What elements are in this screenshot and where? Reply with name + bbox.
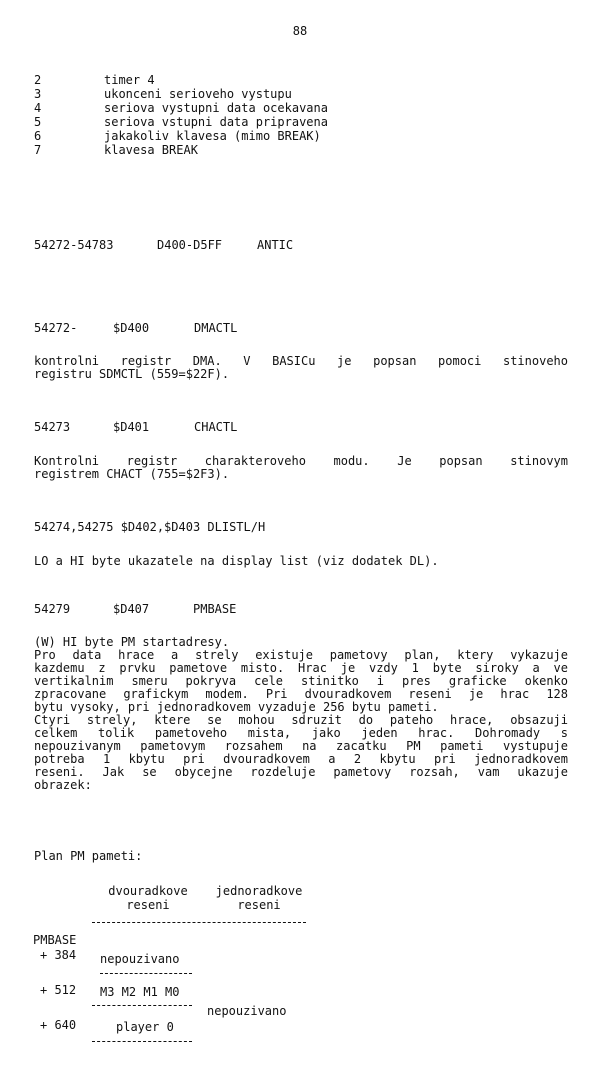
page-number: 88 (292, 24, 308, 38)
list-item-number: 3 (34, 87, 42, 101)
dlist-description: LO a HI byte ukazatele na display list (viz dodatek DL). (34, 554, 439, 568)
text-line: (W) HI byte PM startadresy. (34, 635, 230, 649)
text-line: zpracovane grafickym modem. Pri dvouradkovem reseni je hrac 128 (34, 687, 568, 701)
plan-header-rule (92, 922, 306, 923)
text-line: celkem tolik pametoveho mista, jako jeden hrac. Dohromady s (34, 726, 568, 740)
list-item-text: seriova vstupni data pripravena (104, 115, 328, 129)
text-line: kazdemu z prvku pametove misto. Hrac je vzdy 1 byte siroky a ve (34, 661, 568, 675)
antic-hex-range: D400-D5FF (157, 238, 223, 252)
text-line: registrem CHACT (755=$2F3). (34, 467, 230, 481)
dmactl-name: DMACTL (194, 321, 238, 335)
list-item-number: 5 (34, 115, 42, 129)
text-line: potreba 1 kbytu pri dvouradkovem a 2 kbytu pri jednoradkovem (34, 752, 568, 766)
plan-right-label: nepouzivano (207, 1004, 287, 1018)
chactl-dec: 54273 (34, 420, 71, 434)
plan-row-offset: + 384 (40, 948, 77, 962)
antic-dec-range: 54272-54783 (34, 238, 114, 252)
chactl-description (34, 455, 568, 481)
list-item-number: 6 (34, 129, 42, 143)
dmactl-hex: $D400 (113, 321, 150, 335)
dlist-heading: 54274,54275 $D402,$D403 DLISTL/H (34, 520, 266, 534)
text-line: Ctyri strely, ktere se mohou sdruzit do pateho hrace, obsazuji (34, 713, 568, 727)
plan-row-content: player 0 (116, 1020, 174, 1034)
text-line: obrazek: (34, 778, 92, 792)
plan-row-content: M3 M2 M1 M0 (100, 985, 180, 999)
pmbase-hex: $D407 (113, 602, 150, 616)
text-line: reseni. Jak se obycejne rozdeluje pametovy rozsah, vam ukazuje (34, 765, 568, 779)
chactl-name: CHACTL (194, 420, 238, 434)
plan-row-rule (92, 1005, 192, 1006)
antic-name: ANTIC (257, 238, 294, 252)
dmactl-description (34, 355, 568, 381)
text-line: vertikalnim smeru pokryva cele stinitko i pres graficke okenko (34, 674, 568, 688)
plan-row-offset: + 640 (40, 1018, 77, 1032)
plan-title: Plan PM pameti: (34, 849, 143, 863)
text-line: kontrolni registr DMA. V BASICu je popsan pomoci stinoveho (34, 354, 568, 368)
plan-row-offset: + 512 (40, 983, 77, 997)
list-item-text: ukonceni serioveho vystupu (104, 87, 292, 101)
dmactl-dec: 54272- (34, 321, 78, 335)
plan-col1-header-line2: reseni (126, 898, 170, 912)
list-item-text: seriova vystupni data ocekavana (104, 101, 328, 115)
text-line: nepouzivanym pametovym rozsahem na zacatku PM pameti vystupuje (34, 739, 568, 753)
plan-row-content: nepouzivano (100, 952, 180, 966)
text-line: registru SDMCTL (559=$22F). (34, 367, 230, 381)
plan-col2-header-line2: reseni (237, 898, 281, 912)
list-item-text: klavesa BREAK (104, 143, 198, 157)
text-line: Kontrolni registr charakteroveho modu. Je popsan stinovym (34, 454, 568, 468)
chactl-hex: $D401 (113, 420, 150, 434)
pmbase-dec: 54279 (34, 602, 71, 616)
pmbase-name: PMBASE (193, 602, 237, 616)
plan-row-rule (92, 1041, 192, 1042)
plan-row-rule (100, 973, 192, 974)
text-line: Pro data hrace a strely existuje pametovy plan, ktery vykazuje (34, 648, 568, 662)
list-item-number: 4 (34, 101, 42, 115)
list-item-number: 7 (34, 143, 42, 157)
text-line: bytu vysoky, pri jednoradkovem vyzaduje 256 bytu pameti. (34, 700, 439, 714)
list-item-number: 2 (34, 73, 42, 87)
plan-col1-header-line1: dvouradkove (108, 884, 188, 898)
pmbase-description (34, 636, 568, 792)
list-item-text: jakakoliv klavesa (mimo BREAK) (104, 129, 321, 143)
plan-col2-header-line1: jednoradkove (215, 884, 303, 898)
plan-base-label: PMBASE (33, 933, 77, 947)
list-item-text: timer 4 (104, 73, 155, 87)
